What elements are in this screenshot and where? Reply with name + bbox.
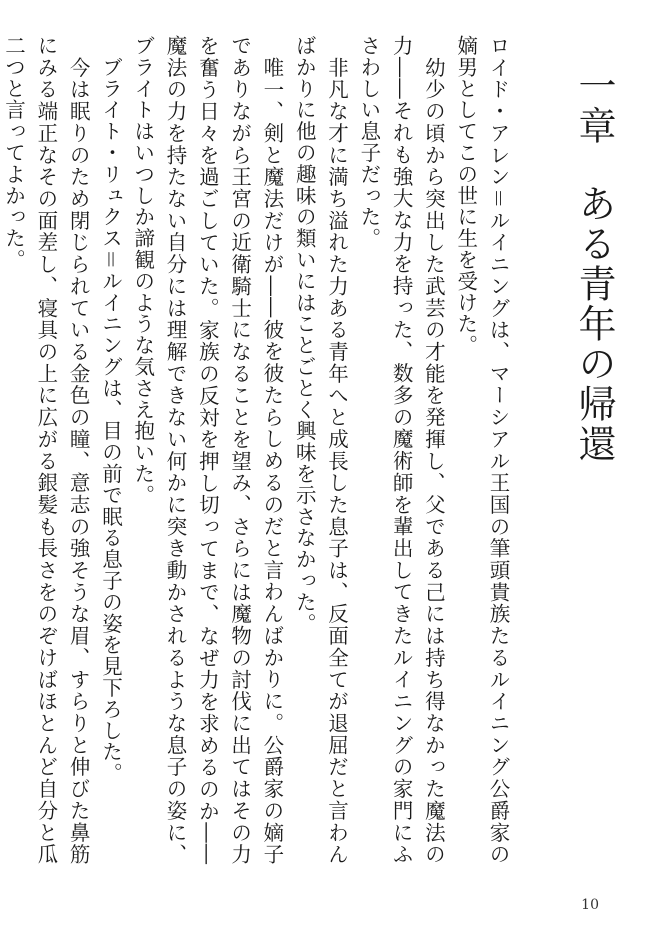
paragraph: 幼少の頃から突出した武芸の才能を発揮し、父である己には持ち得なかった魔法の力――それも強大な力を持った、数多の魔術師を輩出してきたルイニングの家門にふさわしい息子だった。 bbox=[356, 35, 446, 865]
paragraph: 唯一、剣と魔法だけが――彼を彼たらしめるのだと言わんばかりに。公爵家の嫡子でありながら王宮の近衛騎士になることを望み、さらには魔物の討伐に出てはその力を奮う日々を過ごしていた。家族の反対を押し切ってまで、なぜ力を求めるのか――魔法の力を持たない自分には理解できない何かに突き動かされるような息子の姿に、ブライトはいつしか諦観のような気さえ抱いた。 bbox=[130, 35, 284, 865]
paragraph: 今は眠りのため閉じられている金色の瞳、意志の強そうな眉、すらりと伸びた鼻筋にみる端正なその面差し、寝具の上に広がる銀髪も長さをのぞけばほとんど自分と瓜二つと言ってよかった。 bbox=[1, 35, 91, 865]
paragraph: ロイド・アレン＝ルイニングは、マーシアル王国の筆頭貴族たるルイニング公爵家の嫡男としてこの世に生を受けた。 bbox=[453, 35, 510, 865]
paragraph: ブライト・リュクス＝ルイニングは、目の前で眠る息子の姿を見下ろした。 bbox=[98, 35, 123, 784]
paragraph: 非凡な才に満ち溢れた力ある青年へと成長した息子は、反面全てが退屈だと言わんばかりに他の趣味の類いにはことごとく興味を示さなかった。 bbox=[292, 35, 349, 865]
page-number: 10 bbox=[581, 897, 599, 913]
chapter-number: 一章 bbox=[572, 66, 616, 146]
chapter-title-text: ある青年の帰還 bbox=[572, 184, 616, 464]
body-text bbox=[1, 35, 514, 865]
chapter-heading bbox=[572, 66, 616, 464]
